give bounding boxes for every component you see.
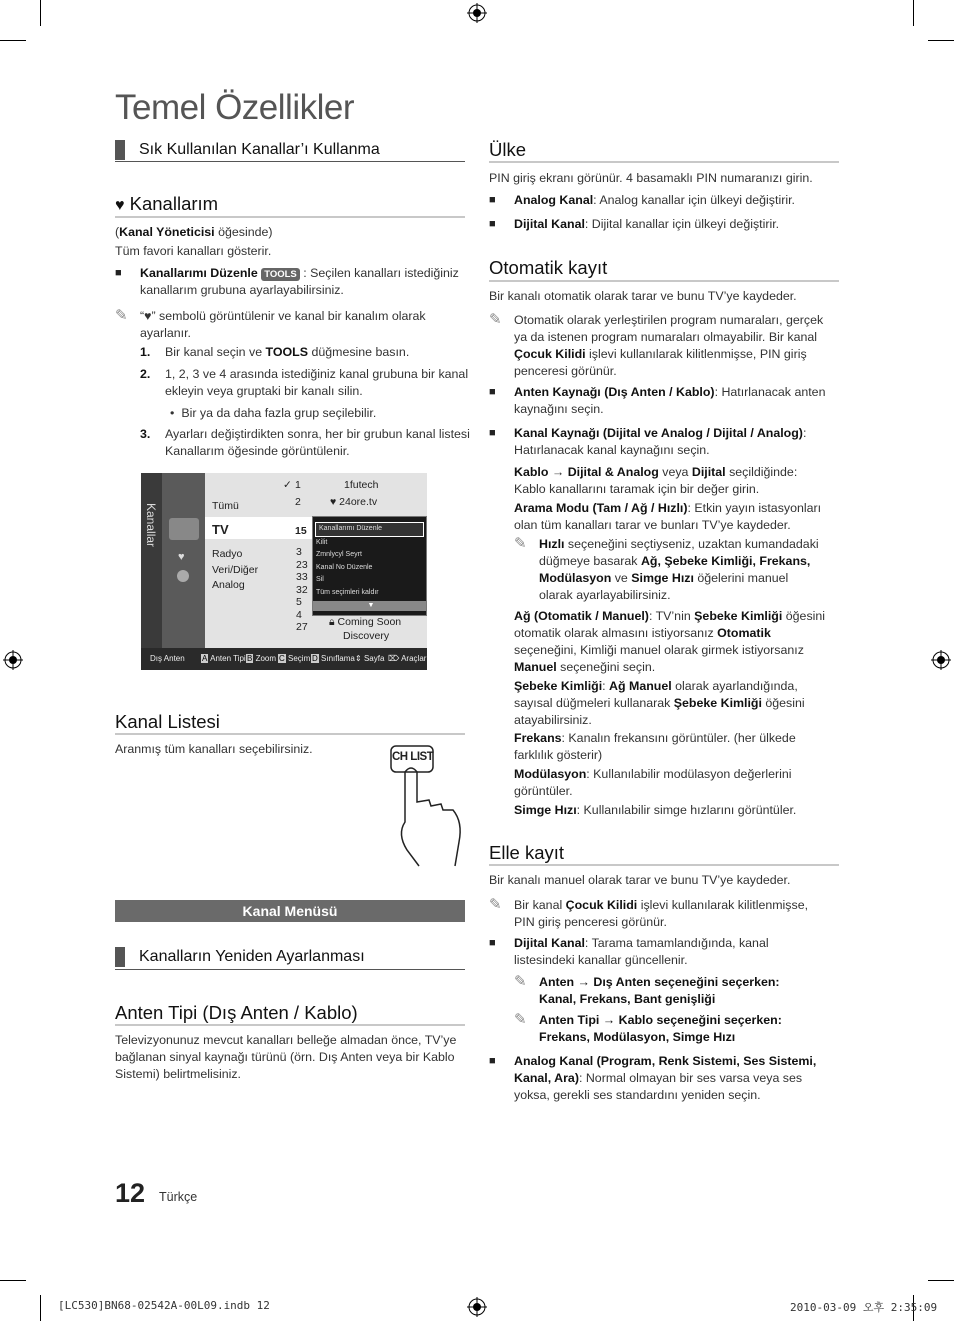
registration-mark-icon xyxy=(467,3,487,23)
popup-item[interactable]: Sil xyxy=(316,576,324,583)
crop-mark xyxy=(40,1295,41,1321)
modulasyon-paragraph: Modülasyon: Kullanılabilir modülasyon değerlerini görüntüler. xyxy=(514,767,792,798)
kanal-listesi-desc: Aranmış tüm kanalları seçebilirsiniz. xyxy=(115,742,313,756)
footer-timestamp: 2010-03-09 오후 2:35:09 xyxy=(790,1301,938,1314)
tv-menu-item[interactable]: Analog xyxy=(212,579,245,591)
note-anten-tipi-kablo: ✎ Anten Tipi → Kablo seçeneğini seçerken: Frekans, Modülasyon, Simge Hızı xyxy=(514,1011,782,1044)
scroll-down-icon[interactable]: ▼ xyxy=(313,601,426,611)
kanallarim-paren: (Kanal Yöneticisi öğesinde) xyxy=(115,225,273,239)
bullet-analog-kanal: ■ Analog Kanal: Analog kanallar için ülkeyi değiştirir. xyxy=(489,192,839,209)
bullet-dijital-kanal: ■ Dijital Kanal: Dijital kanallar için ülkeyi değiştirir. xyxy=(489,216,839,233)
popup-item[interactable]: Tüm seçimleri kaldır xyxy=(316,588,379,596)
kanal-menusu-bar: Kanal Menüsü xyxy=(115,900,465,922)
kablo-paragraph: Kablo → Dijital & Analog veya Dijital seçildiğinde: Kablo kanallarını taramak için bir değer girin. xyxy=(514,465,798,496)
divider xyxy=(489,864,839,866)
step-2: 2. 1, 2, 3 ve 4 arasında istediğiniz kanal grubuna bir kanal ekleyin veya gruptaki bir kanalı silin. xyxy=(140,367,469,398)
popup-item[interactable]: Kilit xyxy=(316,538,328,546)
footer-hint: ⇕ Sayfa xyxy=(355,654,385,663)
sebeke-kimligi-paragraph: Şebeke Kimliği: Ağ Manuel olarak ayarlandığında, sayısal düğmeleri kullanarak Şebeke Kimliği öğesini atayabilirsiniz. xyxy=(514,679,805,727)
pencil-note-icon: ✎ xyxy=(115,307,128,324)
note-anten-dis-anten: ✎ Anten → Dış Anten seçeneğini seçerken: Kanal, Frekans, Bant genişliği xyxy=(514,973,780,1006)
popup-item[interactable]: Kanallarımı Düzenle xyxy=(315,522,424,537)
registration-mark-icon xyxy=(931,650,951,670)
heading-anten-tipi: Anten Tipi (Dış Anten / Kablo) xyxy=(115,1002,358,1023)
ch-list-button-label: CH LIST xyxy=(392,751,434,763)
simge-hizi-paragraph: Simge Hızı: Kullanılabilir simge hızlarını görüntüler. xyxy=(514,803,797,817)
step-3: 3. Ayarları değiştirdikten sonra, her bir grubun kanal listesi Kanallarım öğesinde görüntülenir. xyxy=(140,427,470,458)
popup-item[interactable]: Zmnlycyl Seyrt xyxy=(316,551,362,558)
divider xyxy=(489,280,839,282)
divider xyxy=(115,733,465,735)
lock-icon: 🔒︎ xyxy=(329,616,335,628)
arama-modu-paragraph: Arama Modu (Tam / Ağ / Hızlı): Etkin yayın istasyonları olan tüm kanalları tarar ve bunları TV’ye kaydeder. xyxy=(514,501,822,532)
bullet-anten-kaynagi: ■ Anten Kaynağı (Dış Anten / Kablo): Hatırlanacak anten kaynağını seçin. xyxy=(489,384,839,418)
pencil-note-icon: ✎ xyxy=(489,311,502,328)
tv-menu-item[interactable]: TV xyxy=(212,522,229,537)
registration-mark-icon xyxy=(3,650,23,670)
heading-kanal-listesi: Kanal Listesi xyxy=(115,711,220,732)
divider xyxy=(115,161,465,162)
channel-name: 1futech xyxy=(344,479,379,491)
page-title: Temel Özellikler xyxy=(115,88,354,127)
tv-side-label: Kanallar xyxy=(144,503,158,548)
heading-ulke: Ülke xyxy=(489,139,527,160)
crop-mark xyxy=(0,1280,26,1281)
pencil-note-icon: ✎ xyxy=(514,973,527,990)
divider xyxy=(115,216,465,218)
tv-menu-item[interactable]: Radyo xyxy=(212,548,243,560)
divider xyxy=(489,161,839,163)
step-1: 1. Bir kanal seçin ve TOOLS düğmesine basın. xyxy=(140,345,410,359)
note-otomatik: ✎ Otomatik olarak yerleştirilen program numaraları, gerçek ya da istenen program numaraları olmayabilir. Bir kanal Çocuk Kilidi işlevi kullanılarak kilitlenmişse, PIN giriş penceresi görünür. xyxy=(489,311,824,378)
tv-icon xyxy=(169,518,199,540)
channel-name: Discovery xyxy=(343,630,390,642)
elle-desc: Bir kanalı manuel olarak tarar ve bunu TV’ye kaydeder. xyxy=(489,873,791,887)
footer-hint: C Seçim xyxy=(279,654,311,663)
tools-badge: TOOLS xyxy=(261,268,300,281)
tv-icon-column xyxy=(162,473,205,648)
section-header: Sık Kullanılan Kanallar’ı Kullanma xyxy=(115,140,380,160)
heart-icon: ♥ xyxy=(330,496,337,508)
footer-hint: A Anten Tipi xyxy=(202,654,246,663)
tv-side-bar xyxy=(141,473,162,648)
heading-kanallarim: ♥ Kanallarım xyxy=(115,193,219,214)
pencil-note-icon: ✎ xyxy=(489,896,502,913)
note-hizli: ✎ Hızlı seçeneğini seçtiyseniz, uzaktan kumandadaki düğmeye basarak Ağ, Şebeke Kimliği, Frekans, Modülasyon ve Simge Hızı öğelerini manuel olarak ayarlayabilirsiniz. xyxy=(514,535,819,602)
channel-name-locked: 🔒︎ Coming Soon xyxy=(329,616,402,628)
tv-footer: Dış Anten A Anten Tipi B Zoom C Seçim D Sınıflama ⇕ Sayfa ⌦ Araçlar xyxy=(141,648,427,670)
pencil-note-icon: ✎ xyxy=(514,535,527,552)
popup-item[interactable]: Kanal No Düzenle xyxy=(316,563,373,571)
channel-number-current: 15 xyxy=(295,525,307,537)
tv-menu-item[interactable]: Tümü xyxy=(212,500,239,512)
divider xyxy=(115,969,465,970)
pencil-note-icon: ✎ xyxy=(514,1011,527,1028)
registration-mark-icon xyxy=(467,1297,487,1317)
footer-hint: D Sınıflama xyxy=(312,654,355,663)
divider xyxy=(115,1024,465,1026)
bullet-dijital-kanal-elle: ■ Dijital Kanal: Tarama tamamlandığında, kanal listesindeki kanallar güncellenir. xyxy=(489,935,824,969)
heading-otomatik-kayit: Otomatik kayıt xyxy=(489,257,608,278)
crop-mark xyxy=(928,40,954,41)
crop-mark xyxy=(913,0,914,26)
bullet-kanallarimi-duzenle: ■ Kanallarımı Düzenle TOOLS : Seçilen kanalları istediğiniz kanallarım grubuna ayarlayabilirsiniz. xyxy=(115,265,465,299)
page-language: Türkçe xyxy=(159,1190,198,1204)
check-icon: ✓ xyxy=(283,479,292,491)
frekans-paragraph: Frekans: Kanalın frekansını görüntüler. (her ülkede farklılık gösterir) xyxy=(514,731,796,762)
sub-bullet: • Bir ya da daha fazla grup seçilebilir. xyxy=(170,406,377,420)
tools-popup-menu xyxy=(312,516,427,616)
heart-icon: ♥ xyxy=(178,551,185,563)
section-header: Kanalların Yeniden Ayarlanması xyxy=(115,947,365,967)
channel-number: 1 xyxy=(295,479,301,491)
ulke-desc: PIN giriş ekranı görünür. 4 basamaklı PIN numaranızı girin. xyxy=(489,171,813,185)
channel-name-fav: ♥ 24ore.tv xyxy=(330,496,378,508)
footer-hint: ⌦ Araçlar xyxy=(388,654,427,663)
otomatik-desc: Bir kanalı otomatik olarak tarar ve bunu TV’ye kaydeder. xyxy=(489,289,797,303)
bullet-kanal-kaynagi: ■ Kanal Kaynağı (Dijital ve Analog / Dijital / Analog): Hatırlanacak kanal kaynağını seçin. xyxy=(489,425,839,459)
bullet-analog-kanal-elle: ■ Analog Kanal (Program, Renk Sistemi, Ses Sistemi, Kanal, Ara): Normal olmayan bir ses varsa veya ses yoksa, gerekli ses standardını yeniden seçin. xyxy=(489,1053,829,1104)
page-number: 12 xyxy=(115,1178,146,1208)
channel-number-list: 3 23 33 32 5 4 27 xyxy=(296,546,308,633)
crop-mark xyxy=(0,40,26,41)
footer-file-info: [LC530]BN68-02542A-00L09.indb 12 xyxy=(58,1299,270,1312)
crop-mark xyxy=(928,1280,954,1281)
heading-elle-kayit: Elle kayıt xyxy=(489,842,565,863)
footer-hint: B Zoom xyxy=(247,654,277,663)
heart-icon: ♥ xyxy=(115,197,125,214)
note-elle: ✎ Bir kanal Çocuk Kilidi işlevi kullanılarak kilitlenmişse, PIN giriş penceresi görünür. xyxy=(489,896,809,929)
tv-channel-screen xyxy=(141,473,427,670)
note-heart: ✎ “♥” sembolü görüntülenir ve kanal bir kanalım olarak ayarlanır. xyxy=(115,307,426,340)
radio-icon xyxy=(177,570,189,582)
kanallarim-desc: Tüm favori kanalları gösterir. xyxy=(115,244,272,258)
crop-mark xyxy=(40,0,41,26)
channel-number: 2 xyxy=(295,496,301,508)
tv-menu-item[interactable]: Veri/Diğer xyxy=(212,564,259,576)
ag-paragraph: Ağ (Otomatik / Manuel): TV’nin Şebeke Kimliği öğesini otomatik olarak almasını istiyorsanız Otomatik seçeneğini, Kimliği manuel olarak girmek istiyorsanız Manuel seçeneğini seçin. xyxy=(514,609,826,674)
anten-tipi-desc: Televizyonunuz mevcut kanalları belleğe almadan önce, TV’ye bağlanan sinyal kaynağı türünü (örn. Dış Anten veya bir Kablo Sistemi) belirtmelisiniz. xyxy=(115,1033,457,1081)
